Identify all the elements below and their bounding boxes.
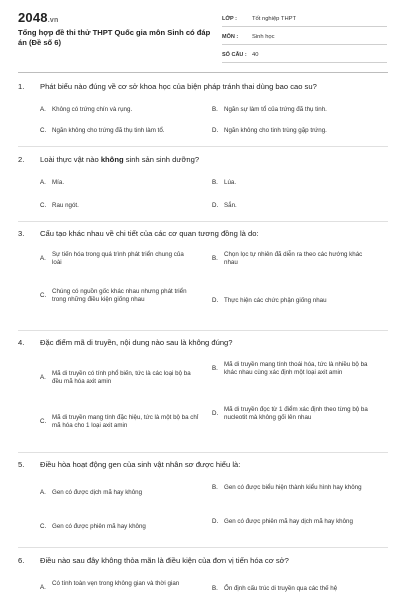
option-d[interactable] xyxy=(212,127,388,135)
question-divider xyxy=(18,221,388,222)
option-c[interactable] xyxy=(40,288,208,305)
option-label: B. xyxy=(212,365,218,373)
option-b[interactable] xyxy=(212,106,388,114)
option-a[interactable] xyxy=(40,580,208,592)
option-text: Gen có được phiên mã hay dịch mã hay không xyxy=(224,518,353,525)
option-text: Sắn. xyxy=(224,202,237,209)
option-text: Ngăn không cho trứng đã thụ tinh làm tổ. xyxy=(52,127,165,134)
question-6 xyxy=(18,556,390,566)
option-a[interactable] xyxy=(40,179,200,187)
question-text xyxy=(18,155,390,165)
document-meta xyxy=(222,12,387,66)
question-text-part: Loài thực vật nào xyxy=(40,155,101,164)
option-label: C. xyxy=(40,292,47,300)
option-a[interactable] xyxy=(40,489,208,497)
meta-class-value: Tốt nghiệp THPT xyxy=(252,16,297,22)
meta-subject-value: Sinh học xyxy=(252,34,275,40)
option-label: D. xyxy=(212,518,219,525)
option-text: Có tính toàn vẹn trong không gian và thời gian xyxy=(52,580,180,587)
question-text-part: sinh sản sinh dưỡng? xyxy=(123,155,200,164)
document-title: Tổng hợp đề thi thử THPT Quốc gia môn Sinh có đáp án (Đề số 6) xyxy=(18,28,211,47)
option-text: Chúng có nguồn gốc khác nhau nhưng phát triển trong những điều kiện giống nhau xyxy=(52,288,187,304)
question-divider xyxy=(18,146,388,147)
option-label: C. xyxy=(40,127,47,134)
question-body: Phát biểu nào đúng về cơ sở khoa học của biện pháp tránh thai dùng bao cao su? xyxy=(40,82,317,91)
option-text: Gen có được phiên mã hay không xyxy=(52,523,146,530)
option-text: Sự tiến hóa trong quá trình phát triển chung của loài xyxy=(52,251,184,267)
option-label: B. xyxy=(212,255,218,263)
question-divider xyxy=(18,330,388,331)
option-b[interactable] xyxy=(212,251,388,268)
option-text: Không có trứng chín và rụng. xyxy=(52,106,133,113)
option-label: B. xyxy=(212,106,218,113)
option-text: Mã di truyền mang tính thoái hóa, tức là nhiều bộ ba khác nhau cùng xác định một loại axit amin xyxy=(224,361,368,377)
question-number: 6. xyxy=(18,556,25,565)
meta-count-key: SỐ CÂU : xyxy=(222,52,247,58)
option-label: C. xyxy=(40,202,47,209)
question-text xyxy=(18,82,390,92)
meta-count-row xyxy=(222,48,387,63)
question-4 xyxy=(18,338,390,348)
option-label: A. xyxy=(40,374,46,382)
option-d[interactable] xyxy=(212,518,388,526)
meta-class-row xyxy=(222,12,387,27)
header-divider xyxy=(18,72,388,73)
question-number: 1. xyxy=(18,82,25,91)
option-label: D. xyxy=(212,297,219,304)
option-label: C. xyxy=(40,523,47,530)
meta-subject-key: MÔN : xyxy=(222,34,239,40)
question-3 xyxy=(18,229,390,239)
question-divider xyxy=(18,452,388,453)
option-a[interactable] xyxy=(40,106,200,114)
option-label: D. xyxy=(212,410,219,418)
meta-subject-row xyxy=(222,30,387,45)
option-a[interactable] xyxy=(40,251,200,268)
option-label: A. xyxy=(40,179,46,186)
question-2 xyxy=(18,155,390,165)
option-c[interactable] xyxy=(40,523,208,531)
question-text xyxy=(18,229,390,239)
option-text: Gen có được dịch mã hay không xyxy=(52,489,143,496)
question-body: Điều nào sau đây không thỏa mãn là điều kiện của đơn vị tiến hóa cơ sở? xyxy=(40,556,289,565)
option-c[interactable] xyxy=(40,202,200,210)
option-text: Mã di truyền mang tính đặc hiệu, tức là một bộ ba chỉ mã hóa cho 1 loại axit amin xyxy=(52,414,199,430)
option-d[interactable] xyxy=(212,297,388,305)
option-d[interactable] xyxy=(212,202,388,210)
option-label: B. xyxy=(212,484,218,491)
question-body: Điều hòa hoạt động gen của sinh vật nhân sơ được hiểu là: xyxy=(40,460,241,469)
site-logo[interactable] xyxy=(18,10,58,25)
option-label: D. xyxy=(212,127,219,134)
question-text xyxy=(18,338,390,348)
logo-text: 2048 xyxy=(18,10,48,25)
question-divider xyxy=(18,547,388,548)
option-text: Ổn định cấu trúc di truyền qua các thế hệ xyxy=(224,585,338,592)
question-text xyxy=(18,556,390,566)
option-text: Rau ngót. xyxy=(52,202,79,209)
option-label: C. xyxy=(40,418,47,426)
option-text: Mã di truyền có tính phổ biến, tức là các loại bộ ba đều mã hóa axit amin xyxy=(52,370,191,386)
option-label: A. xyxy=(40,489,46,496)
option-text: Chọn lọc tự nhiên đã diễn ra theo các hướng khác nhau xyxy=(224,251,363,267)
option-text: Mía. xyxy=(52,179,65,186)
question-1 xyxy=(18,82,390,92)
option-text: Thực hiện các chức phận giống nhau xyxy=(224,297,327,304)
question-emphasis: không xyxy=(100,155,124,164)
question-number: 5. xyxy=(18,460,25,469)
question-body xyxy=(40,155,390,165)
document-header xyxy=(0,0,400,72)
option-b[interactable] xyxy=(212,585,388,593)
question-5 xyxy=(18,460,390,470)
option-label: B. xyxy=(212,585,218,592)
option-c[interactable] xyxy=(40,414,208,431)
question-text xyxy=(18,460,390,470)
question-number: 2. xyxy=(18,155,25,164)
meta-count-value: 40 xyxy=(252,52,259,58)
option-label: B. xyxy=(212,179,218,186)
option-text: Ngăn không cho tinh trùng gặp trứng. xyxy=(224,127,327,134)
option-label: D. xyxy=(212,202,219,209)
question-number: 4. xyxy=(18,338,25,347)
option-label: A. xyxy=(40,584,46,591)
option-text: Gen có được biểu hiện thành kiểu hình hay không xyxy=(224,484,362,491)
option-c[interactable] xyxy=(40,127,210,135)
option-d[interactable] xyxy=(212,406,388,423)
question-body: Đặc điểm mã di truyền, nội dung nào sau là không đúng? xyxy=(40,338,233,347)
option-b[interactable] xyxy=(212,484,388,492)
option-text: Lúa. xyxy=(224,179,237,186)
question-number: 3. xyxy=(18,229,25,238)
question-body: Cấu tạo khác nhau về chi tiết của các cơ quan tương đồng là do: xyxy=(40,229,259,238)
option-text: Mã di truyền đọc từ 1 điểm xác định theo từng bộ ba nucleotit mà không gối lên nhau xyxy=(224,406,368,422)
logo-suffix: .vn xyxy=(47,17,59,24)
option-text: Ngăn sự làm tổ của trứng đã thụ tinh. xyxy=(224,106,327,113)
option-label: A. xyxy=(40,106,46,113)
option-b[interactable] xyxy=(212,361,388,378)
option-a[interactable] xyxy=(40,370,208,387)
meta-class-key: LỚP : xyxy=(222,16,237,22)
option-b[interactable] xyxy=(212,179,388,187)
option-label: A. xyxy=(40,255,46,263)
